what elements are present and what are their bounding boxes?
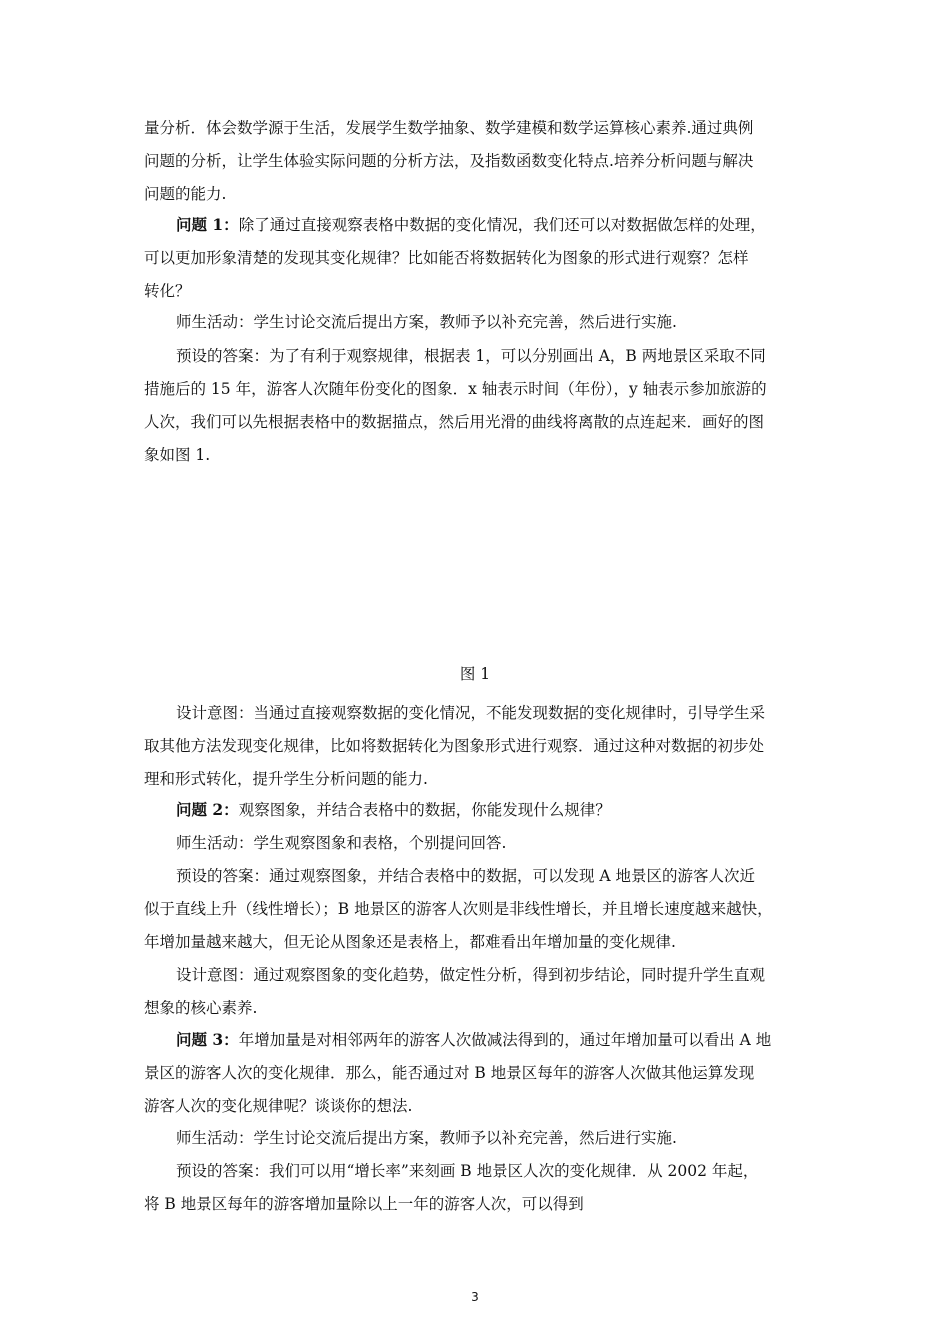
text-line: 理和形式转化，提升学生分析问题的能力. <box>144 770 428 788</box>
text-line: 师生活动：学生讨论交流后提出方案，教师予以补充完善，然后进行实施. <box>176 313 677 331</box>
text-line: 将 B 地景区每年的游客增加量除以上一年的游客人次，可以得到 <box>144 1195 584 1213</box>
text-line: 预设的答案：为了有利于观察规律，根据表 1，可以分别画出 A，B 两地景区采取不同 <box>176 347 766 365</box>
question-label: 问题 3： <box>176 1030 239 1049</box>
text-line: 预设的答案：我们可以用“增长率”来刻画 B 地景区人次的变化规律．从 2002 年起， <box>176 1162 759 1180</box>
text-line: 问题 3：年增加量是对相邻两年的游客人次做减法得到的，通过年增加量可以看出 A 地 <box>176 1030 772 1049</box>
text-line: 似于直线上升（线性增长）；B 地景区的游客人次则是非线性增长，并且增长速度越来越快， <box>144 900 773 918</box>
text-line: 设计意图：当通过直接观察数据的变化情况，不能发现数据的变化规律时，引导学生采 <box>176 704 766 722</box>
question-label: 问题 2： <box>176 800 239 819</box>
text-line: 量分析．体会数学源于生活，发展学生数学抽象、数学建模和数学运算核心素养.通过典例 <box>144 119 754 137</box>
question-label: 问题 1： <box>176 215 239 234</box>
text-line: 景区的游客人次的变化规律．那么，能否通过对 B 地景区每年的游客人次做其他运算发现 <box>144 1064 755 1082</box>
page-number: 3 <box>471 1290 479 1304</box>
figure-caption: 图 1 <box>459 665 491 683</box>
text-line: 预设的答案：通过观察图象，并结合表格中的数据，可以发现 A 地景区的游客人次近 <box>176 867 756 885</box>
text-line: 象如图 1. <box>144 446 211 464</box>
text-line: 设计意图：通过观察图象的变化趋势，做定性分析，得到初步结论，同时提升学生直观 <box>176 966 766 984</box>
text-line: 问题 1：除了通过直接观察表格中数据的变化情况，我们还可以对数据做怎样的处理， <box>176 215 766 234</box>
text-line: 问题的能力. <box>144 185 227 203</box>
text-line: 师生活动：学生观察图象和表格，个别提问回答. <box>176 834 507 852</box>
text-line: 游客人次的变化规律呢？谈谈你的想法. <box>144 1097 413 1115</box>
text-line: 转化？ <box>144 282 191 300</box>
figure-placeholder <box>144 470 814 650</box>
text-line: 问题的分析，让学生体验实际问题的分析方法，及指数函数变化特点.培养分析问题与解决 <box>144 152 754 170</box>
text-line: 人次，我们可以先根据表格中的数据描点，然后用光滑的曲线将离散的点连起来．画好的图 <box>144 413 765 431</box>
text-line: 想象的核心素养. <box>144 999 258 1017</box>
text-line: 问题 2：观察图象，并结合表格中的数据，你能发现什么规律？ <box>176 800 611 819</box>
text-line: 可以更加形象清楚的发现其变化规律？比如能否将数据转化为图象的形式进行观察？怎样 <box>144 249 749 267</box>
text-line: 年增加量越来越大，但无论从图象还是表格上，都难看出年增加量的变化规律. <box>144 933 676 951</box>
text-line: 师生活动：学生讨论交流后提出方案，教师予以补充完善，然后进行实施. <box>176 1129 677 1147</box>
text-line: 取其他方法发现变化规律，比如将数据转化为图象形式进行观察．通过这种对数据的初步处 <box>144 737 765 755</box>
text-line: 措施后的 15 年，游客人次随年份变化的图象．x 轴表示时间（年份），y 轴表示参加旅游的 <box>144 380 767 398</box>
